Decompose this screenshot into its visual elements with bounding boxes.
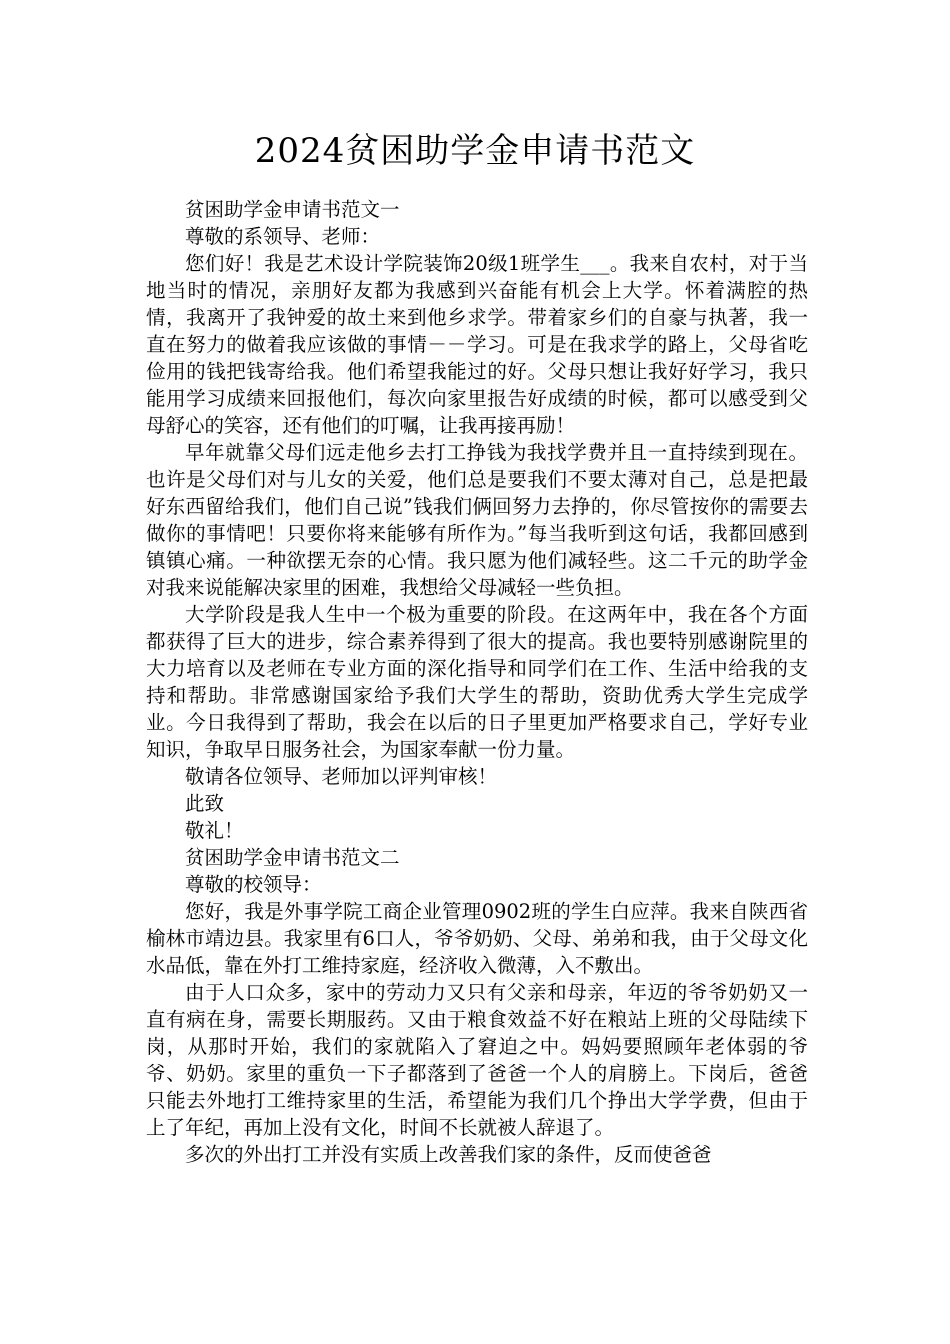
body-paragraph: 多次的外出打工并没有实质上改善我们家的条件，反而使爸爸: [185, 1143, 712, 1166]
section-heading: 贫困助学金申请书范文二: [185, 846, 400, 869]
body-paragraph: 敬请各位领导、老师加以评判审核！: [185, 765, 498, 788]
document-body: [146, 196, 808, 1168]
body-paragraph: 早年就靠父母们远走他乡去打工挣钱为我找学费并且一直持续到现在。也许是父母们对与儿女的关爱，他们总是要我们不要太薄对自己，总是把最好东西留给我们，他们自己说”钱我们俩回努力去挣的，你尽管按你的需要去做你的事情吧！只要你将来能够有所作为。”每当我听到这句话，我都回感到镇镇心痛。一种欲摆无奈的心情。我只愿为他们减轻些。这二千元的助学金对我来说能解决家里的困难，我想给父母减轻一些负担。: [146, 441, 808, 599]
body-paragraph: 大学阶段是我人生中一个极为重要的阶段。在这两年中，我在各个方面都获得了巨大的进步，综合素养得到了很大的提高。我也要特别感谢院里的大力培育以及老师在专业方面的深化指导和同学们在工作、生活中给我的支持和帮助。非常感谢国家给予我们大学生的帮助，资助优秀大学生完成学业。今日我得到了帮助，我会在以后的日子里更加严格要求自己，学好专业知识，争取早日服务社会，为国家奉献一份力量。: [146, 603, 808, 761]
closing-line: 敬礼！: [185, 819, 244, 842]
salutation: 尊敬的校领导：: [185, 873, 322, 896]
salutation: 尊敬的系领导、老师：: [185, 225, 381, 248]
body-paragraph: 您们好！我是艺术设计学院装饰20级1班学生___。我来自农村，对于当地当时的情况，亲朋好友都为我感到兴奋能有机会上大学。怀着满腔的热情，我离开了我钟爱的故土来到他乡求学。带着家乡们的自豪与执著，我一直在努力的做着我应该做的事情－－学习。可是在我求学的路上，父母省吃俭用的钱把钱寄给我。他们希望我能过的好。父母只想让我好好学习，我只能用学习成绩来回报他们，每次向家里报告好成绩的时候，都可以感受到父母舒心的笑容，还有他们的叮嘱，让我再接再励！: [146, 252, 808, 437]
body-paragraph: 您好，我是外事学院工商企业管理0902班的学生白应萍。我来自陕西省榆林市靖边县。我家里有6口人，爷爷奶奶、父母、弟弟和我，由于父母文化水品低，靠在外打工维持家庭，经济收入微薄，入不敷出。: [146, 900, 808, 977]
section-heading: 贫困助学金申请书范文一: [185, 198, 400, 221]
document-title: 2024贫困助学金申请书范文: [254, 131, 696, 171]
body-paragraph: 由于人口众多，家中的劳动力又只有父亲和母亲，年迈的爷爷奶奶又一直有病在身，需要长期服药。又由于粮食效益不好在粮站上班的父母陆续下岗，从那时开始，我们的家就陷入了窘迫之中。妈妈要照顾年老体弱的爷爷、奶奶。家里的重负一下子都落到了爸爸一个人的肩膀上。下岗后，爸爸只能去外地打工维持家里的生活，希望能为我们几个挣出大学学费，但由于上了年纪，再加上没有文化，时间不长就被人辞退了。: [146, 981, 808, 1139]
closing-line: 此致: [185, 792, 225, 815]
